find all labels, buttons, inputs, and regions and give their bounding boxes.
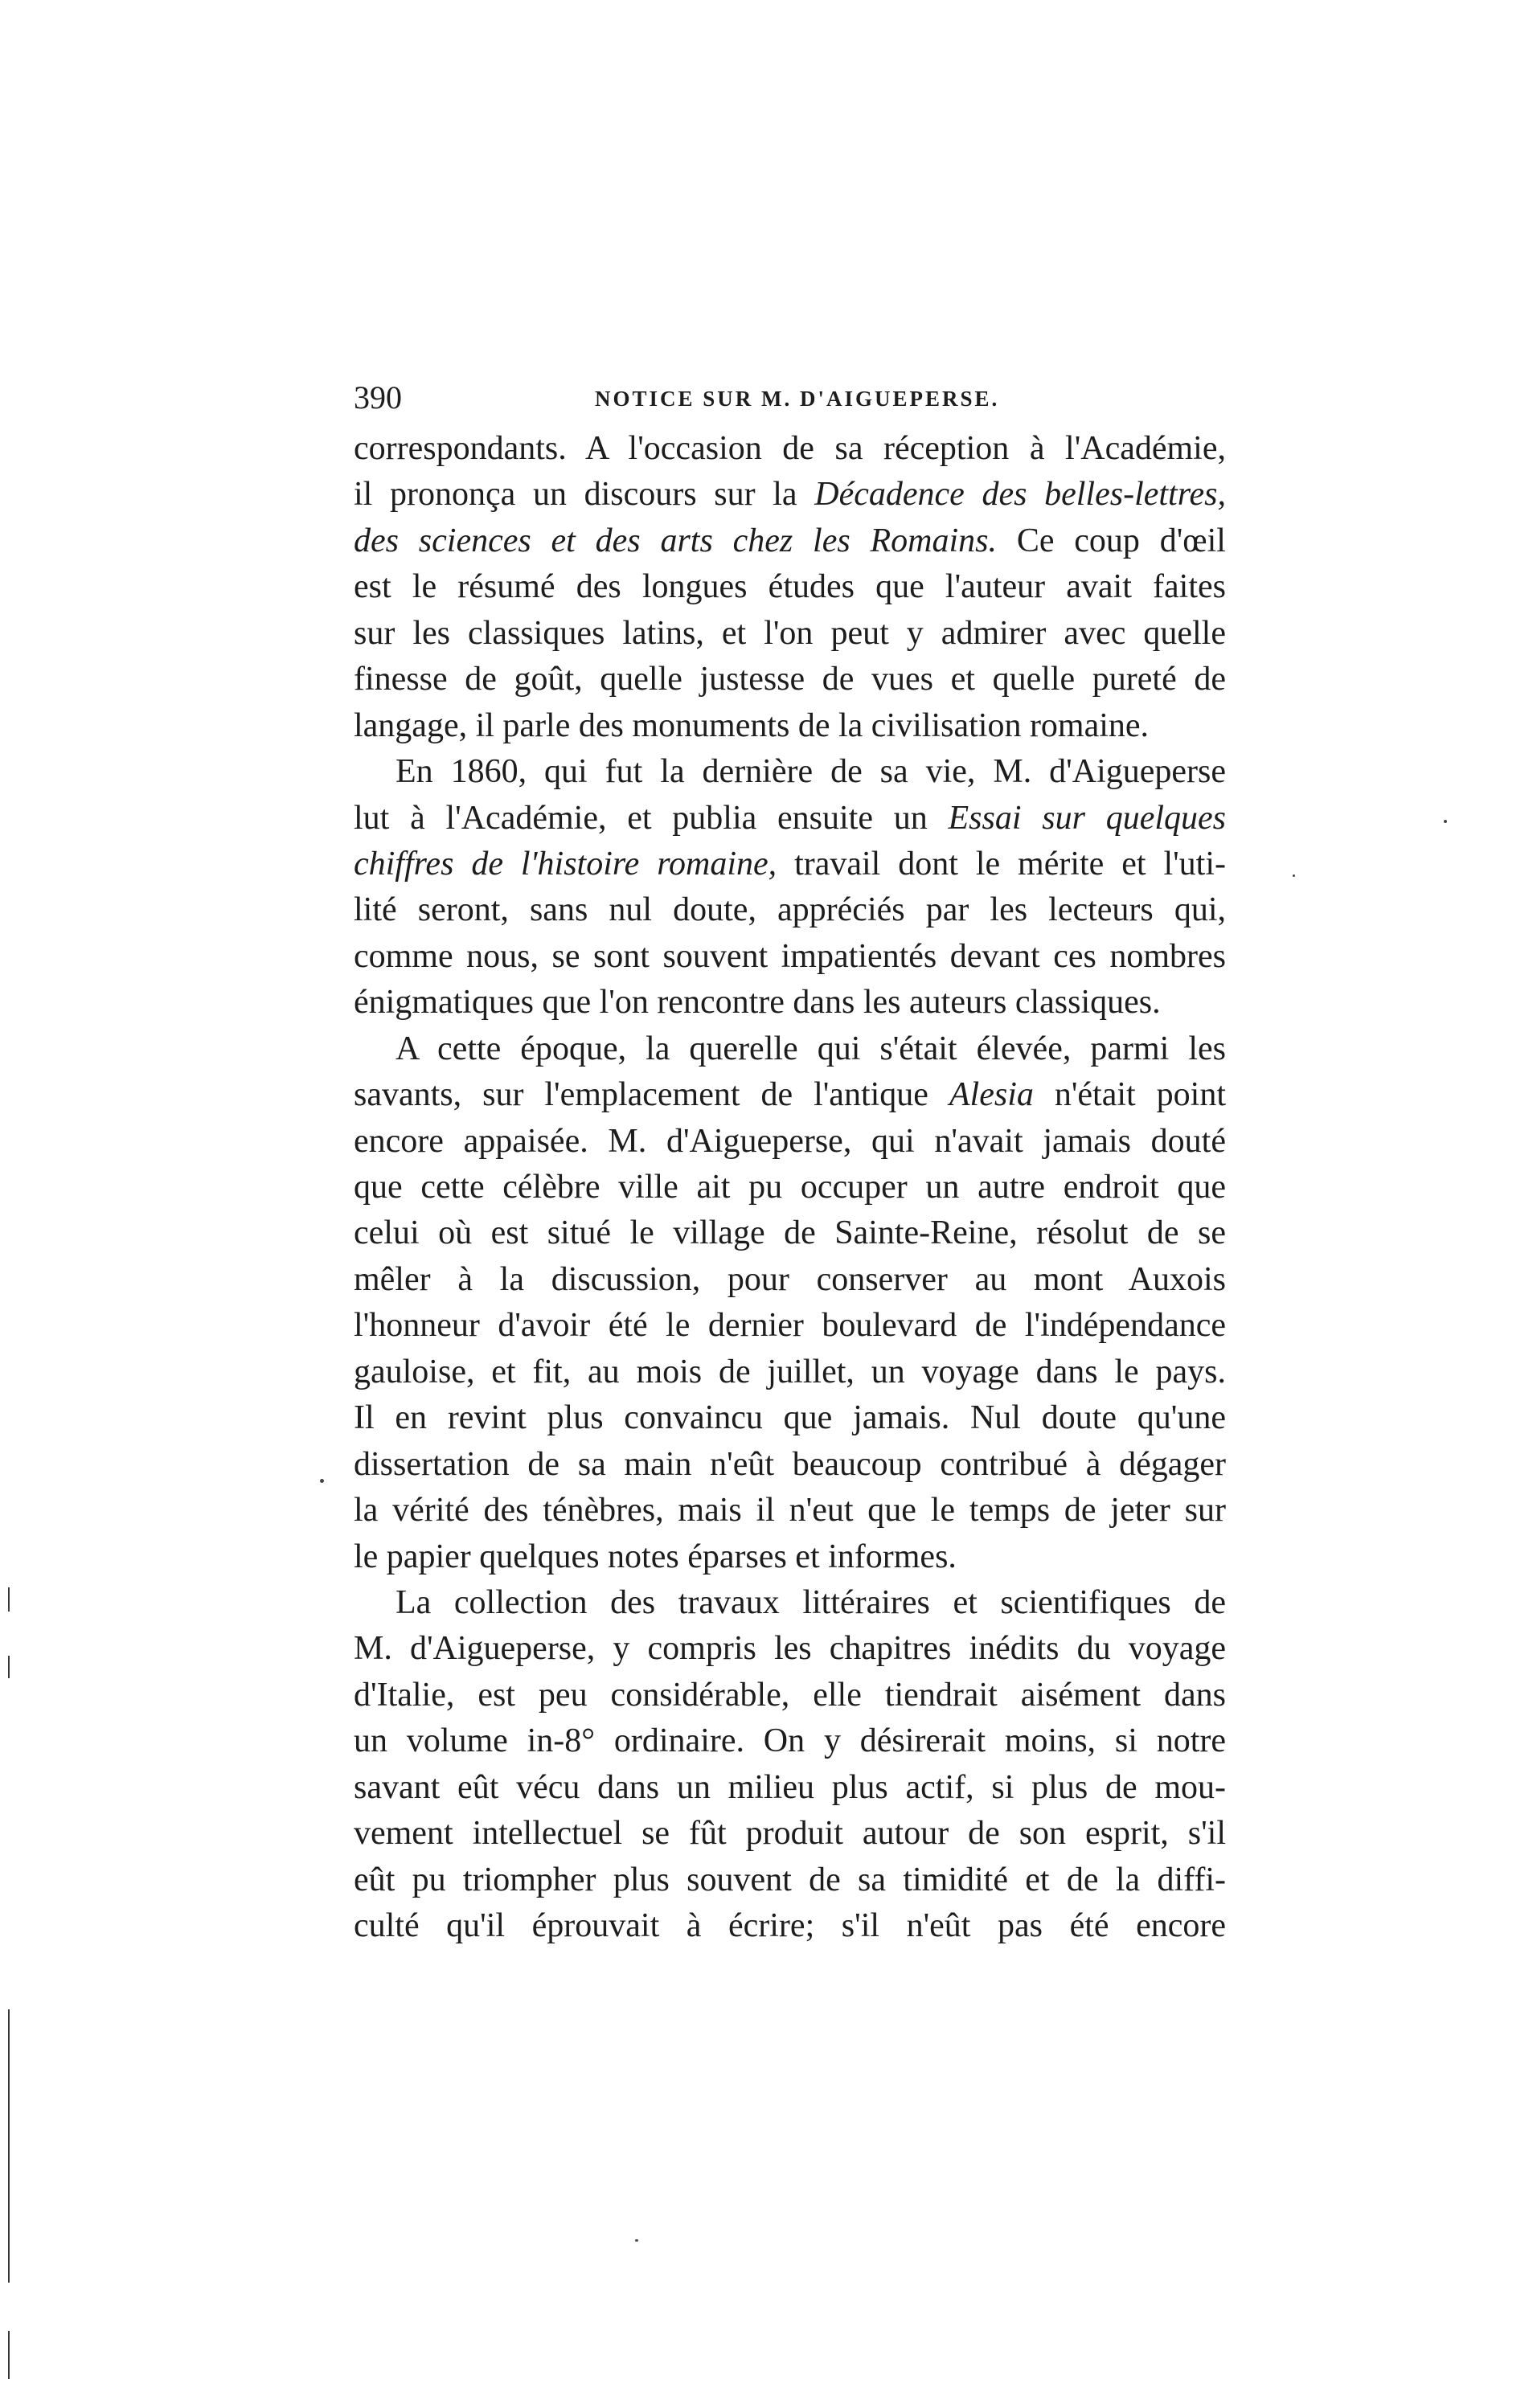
text-line — [354, 657, 1226, 702]
italic-title-text: des sciences et des arts chez les Romains. — [354, 522, 998, 559]
line-text: mêler à la discussion, pour conserver au mont Auxois — [354, 1260, 1226, 1298]
italic-title-text: Essai sur quelques — [948, 799, 1226, 837]
line-text: savants, sur l'emplacement de l'antique — [354, 1076, 949, 1114]
text-line — [354, 749, 1226, 795]
text-line — [354, 518, 1226, 564]
line-text: gauloise, et fit, au mois de juillet, un voyage dans le pays. — [354, 1353, 1226, 1390]
text-line — [354, 1026, 1226, 1072]
line-text: un volume in-8° ordinaire. On y désirerait moins, si notre — [354, 1722, 1226, 1760]
text-line — [354, 1257, 1226, 1303]
text-line — [354, 887, 1226, 933]
line-text: Ce coup d'œil — [997, 522, 1226, 559]
line-text: La collection des travaux littéraires et scientifiques de — [396, 1583, 1226, 1621]
italic-title-text: chiffres de l'histoire romaine, — [354, 845, 777, 883]
line-text: le papier quelques notes éparses et informes. — [354, 1538, 957, 1575]
line-text: M. d'Aigueperse, y compris les chapitres inédits du voyage — [354, 1630, 1226, 1668]
scan-speck — [1444, 820, 1447, 823]
text-line — [354, 1395, 1226, 1441]
line-text: lité seront, sans nul doute, appréciés par les lecteurs qui, — [354, 891, 1226, 929]
scan-margin-line — [8, 1587, 10, 1611]
text-line — [354, 1488, 1226, 1534]
line-text: dissertation de sa main n'eût beaucoup contribué à dégager — [354, 1445, 1226, 1483]
line-text: A cette époque, la querelle qui s'était élevée, parmi les — [396, 1030, 1226, 1067]
text-line — [354, 1857, 1226, 1903]
text-line — [354, 1580, 1226, 1626]
line-text: que cette célèbre ville ait pu occuper un autre endroit que — [354, 1169, 1226, 1206]
line-text: En 1860, qui fut la dernière de sa vie, M. d'Aigueperse — [396, 753, 1226, 791]
text-line — [354, 1072, 1226, 1118]
line-text: culté qu'il éprouvait à écrire; s'il n'eût pas été encore — [354, 1907, 1226, 1944]
line-text: il prononça un discours sur la — [354, 476, 815, 514]
line-text: celui où est situé le village de Sainte-Reine, résolut de se — [354, 1214, 1226, 1252]
line-text: correspondants. A l'occasion de sa réception à l'Académie, — [354, 430, 1226, 467]
line-text: encore appaisée. M. d'Aigueperse, qui n'avait jamais douté — [354, 1122, 1226, 1160]
line-text: Il en revint plus convaincu que jamais. Nul doute qu'une — [354, 1399, 1226, 1437]
text-line — [354, 472, 1226, 518]
scan-margin-line — [8, 2009, 10, 2283]
text-line — [354, 1349, 1226, 1395]
line-text: n'était point — [1033, 1076, 1227, 1114]
scan-speck — [1293, 874, 1295, 877]
italic-title-text: Décadence des belles-lettres, — [814, 476, 1226, 514]
text-line — [354, 1765, 1226, 1811]
scan-speck — [320, 1479, 324, 1483]
line-text: savant eût vécu dans un milieu plus actif, si plus de mou- — [354, 1768, 1226, 1806]
text-line — [354, 1303, 1226, 1349]
line-text: travail dont le mérite et l'uti- — [777, 845, 1227, 883]
text-line — [354, 1673, 1226, 1718]
text-line — [354, 1210, 1226, 1256]
scan-speck — [635, 2239, 638, 2242]
text-line — [354, 1165, 1226, 1210]
body-text — [354, 426, 1226, 1949]
line-text: la vérité des ténèbres, mais il n'eut que le temps de jeter sur — [354, 1492, 1226, 1530]
text-line — [354, 980, 1226, 1026]
text-line — [354, 1119, 1226, 1165]
scan-margin-line — [8, 2331, 10, 2379]
text-line — [354, 1626, 1226, 1672]
text-line — [354, 934, 1226, 980]
line-text: eût pu triompher plus souvent de sa timidité et de la diffi- — [354, 1861, 1226, 1898]
text-line — [354, 796, 1226, 842]
running-head — [354, 378, 1226, 418]
running-title: NOTICE SUR M. D'AIGUEPERSE. — [595, 387, 1000, 411]
line-text: vement intellectuel se fût produit autour de son esprit, s'il — [354, 1815, 1226, 1853]
page-number: 390 — [354, 379, 402, 416]
line-text: sur les classiques latins, et l'on peut y admirer avec quelle — [354, 614, 1226, 652]
text-line — [354, 611, 1226, 657]
line-text: d'Italie, est peu considérable, elle tiendrait aisément dans — [354, 1676, 1226, 1714]
line-text: finesse de goût, quelle justesse de vues et quelle pureté de — [354, 661, 1226, 698]
italic-title-text: Alesia — [949, 1076, 1034, 1114]
text-line — [354, 564, 1226, 610]
text-line — [354, 1442, 1226, 1488]
line-text: lut à l'Académie, et publia ensuite un — [354, 799, 949, 837]
line-text: l'honneur d'avoir été le dernier boulevard de l'indépendance — [354, 1307, 1226, 1345]
text-line — [354, 842, 1226, 887]
text-line — [354, 1534, 1226, 1580]
line-text: énigmatiques que l'on rencontre dans les auteurs classiques. — [354, 984, 1161, 1022]
text-line — [354, 426, 1226, 472]
text-line — [354, 703, 1226, 749]
text-line — [354, 1811, 1226, 1857]
line-text: langage, il parle des monuments de la civilisation romaine. — [354, 706, 1150, 744]
line-text: comme nous, se sont souvent impatientés devant ces nombres — [354, 937, 1226, 975]
text-line — [354, 1903, 1226, 1949]
line-text: est le résumé des longues études que l'auteur avait faites — [354, 568, 1226, 606]
text-line — [354, 1718, 1226, 1764]
scan-margin-line — [8, 1656, 10, 1678]
